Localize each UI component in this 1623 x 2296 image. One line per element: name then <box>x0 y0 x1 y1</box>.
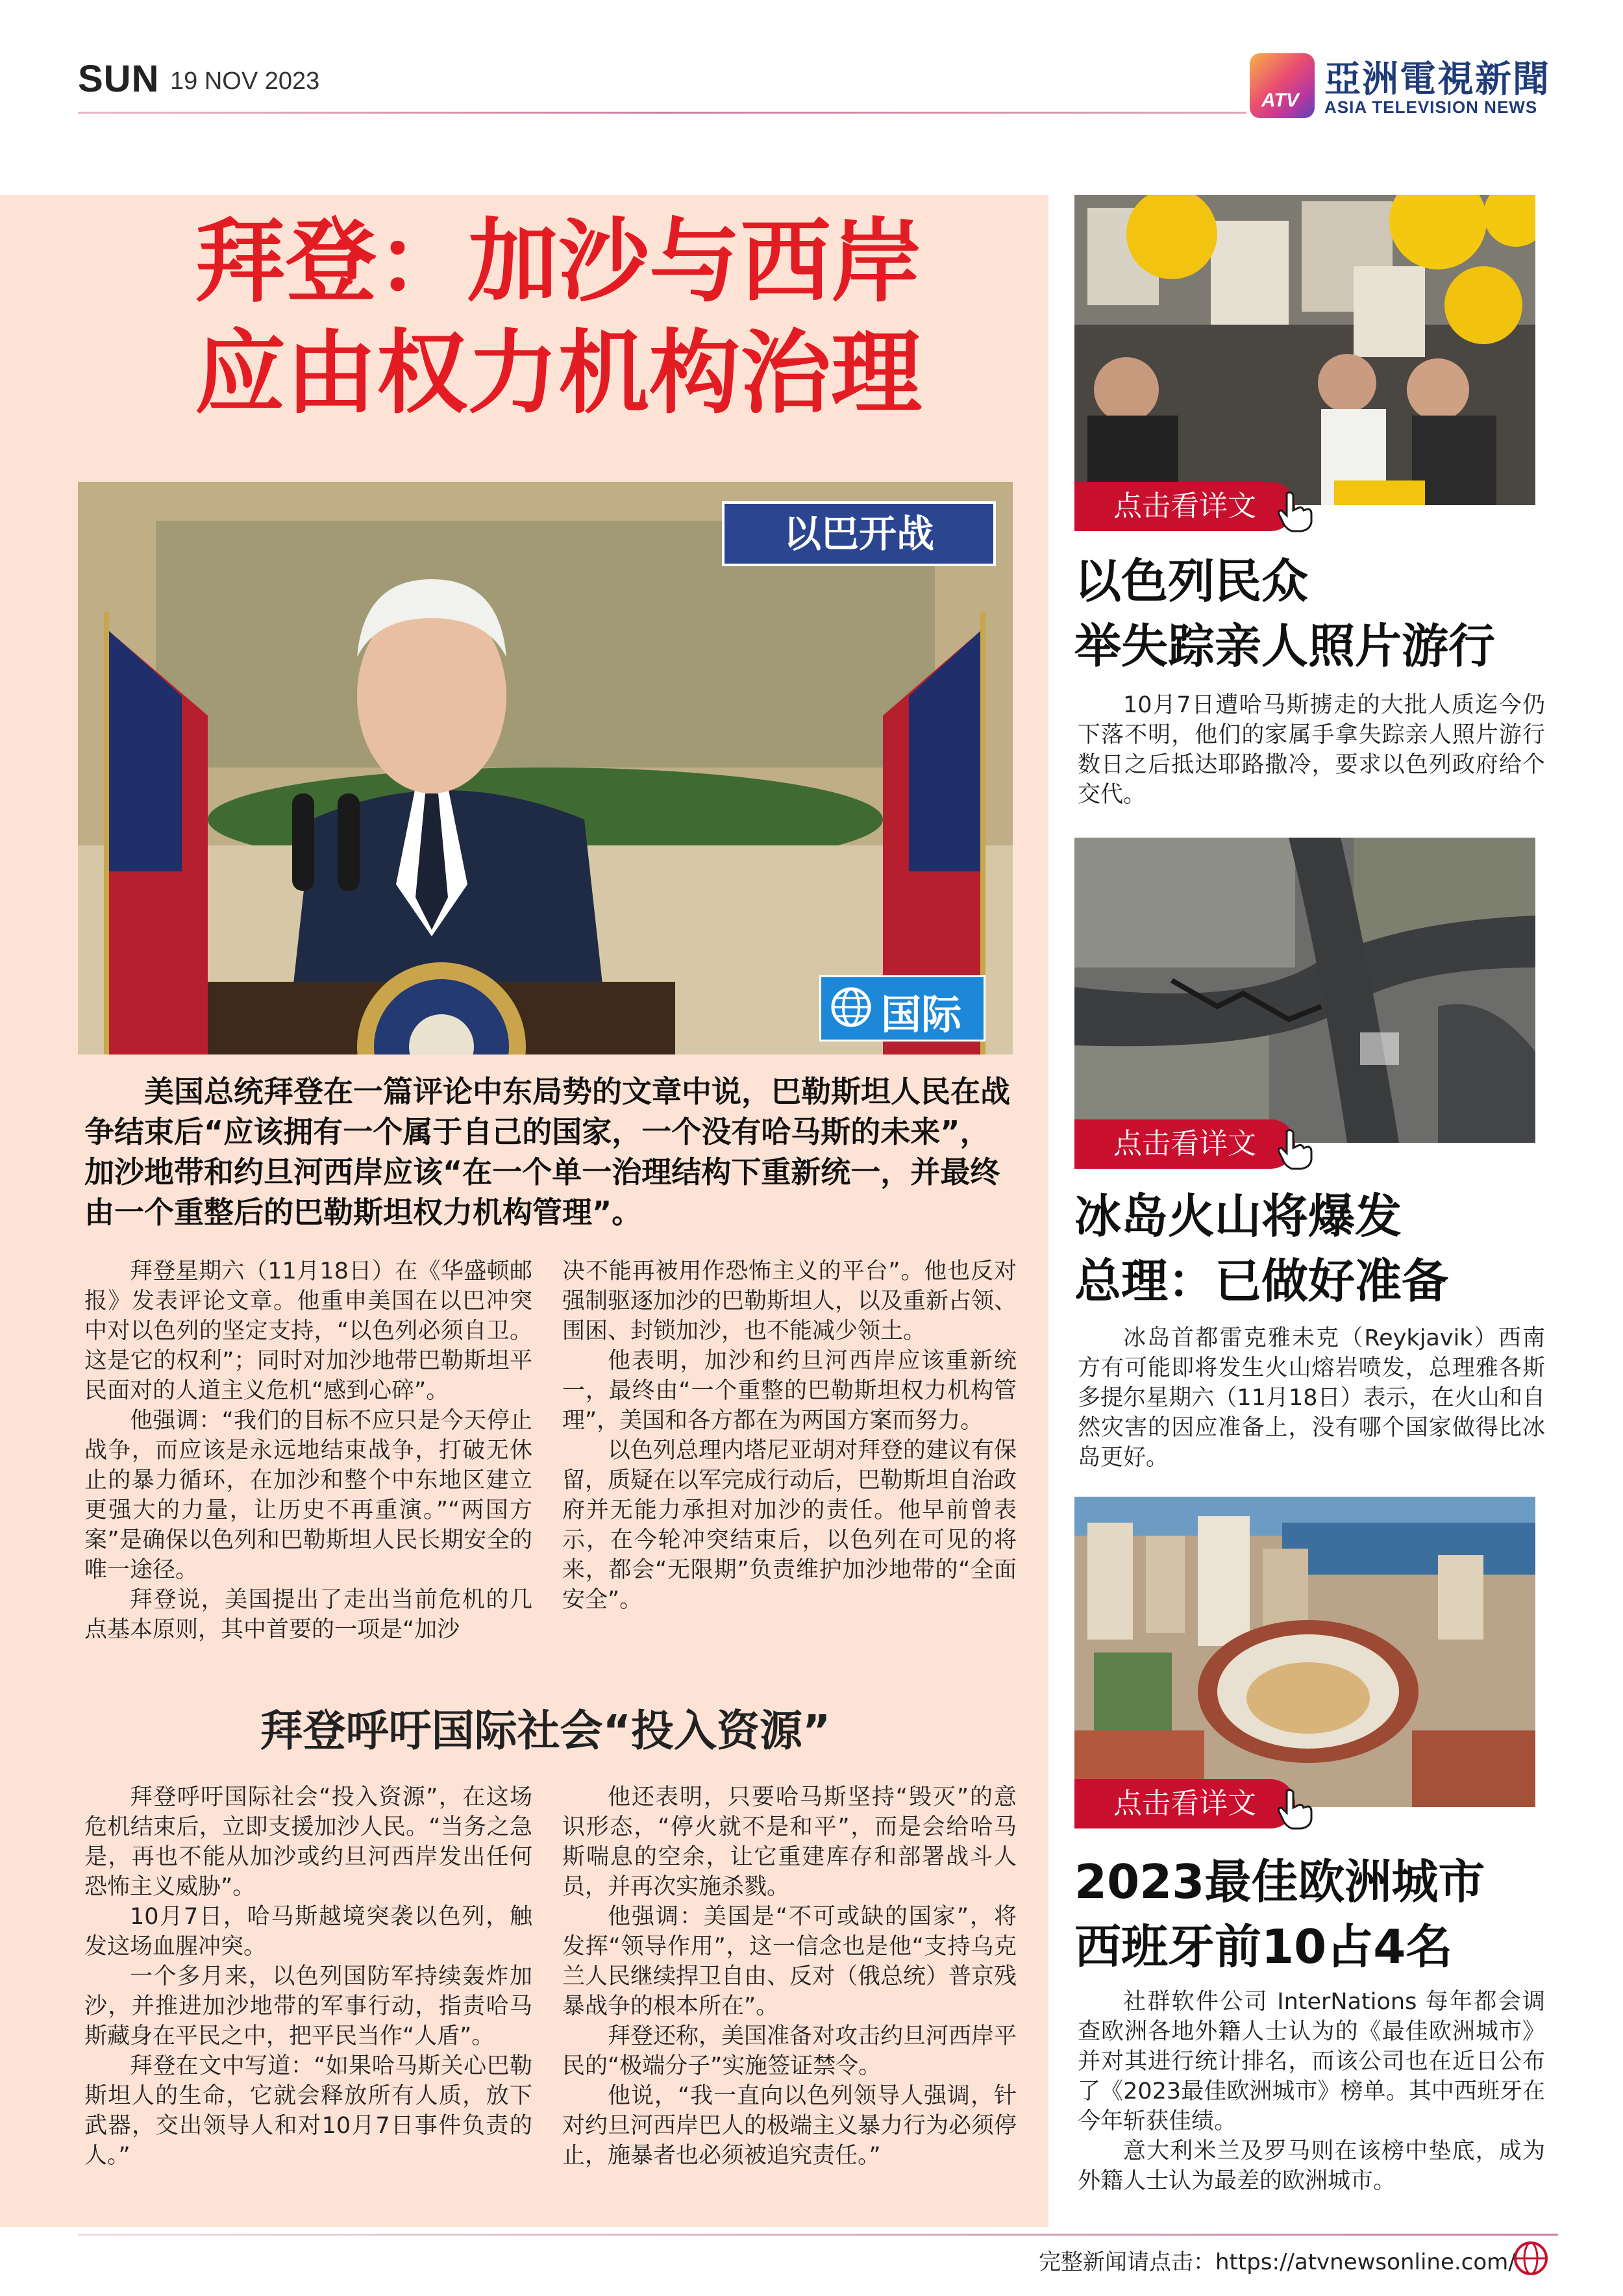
international-tag <box>819 975 985 1042</box>
title-line: 2023最佳欧洲城市 <box>1074 1854 1485 1909</box>
protest-photo[interactable] <box>1074 195 1535 505</box>
volcano-road-photo[interactable] <box>1074 838 1535 1143</box>
biden-illustration <box>78 482 1013 1054</box>
read-more-label: 点击看详文 <box>1113 1787 1256 1820</box>
paragraph: 拜登星期六（11月18日）在《华盛顿邮报》发表评论文章。他重申美国在以巴冲突中对以色列的坚定支持，“以色列必须自卫。这是它的权利”；同时对加沙地带巴勒斯坦平民面对的人道主义危机“感到心碎”。 <box>84 1258 532 1404</box>
lead-paragraph: 美国总统拜登在一篇评论中东局势的文章中说，巴勒斯坦人民在战争结束后“应该拥有一个属于自己的国家，一个没有哈马斯的未来”，加沙地带和约旦河西岸应该“在一个单一治理结构下重新统一，并最终由一个重整后的巴勒斯坦权力机构管理”。 <box>84 1074 1010 1230</box>
pointer-hand-icon <box>1272 488 1318 534</box>
footer-link[interactable]: 完整新闻请点击：https://atvnewsonline.com/ <box>1039 2249 1516 2275</box>
paragraph: 他说，“我一直向以色列领导人强调，针对约旦河西岸巴人的极端主义暴力行为必须停止，施暴者也必须被追究责任。” <box>562 2083 1017 2169</box>
story-title-3 <box>1074 1849 1555 1979</box>
story-title-2 <box>1074 1184 1555 1314</box>
paragraph: 拜登说，美国提出了走出当前危机的几点基本原则，其中首要的一项是“加沙 <box>84 1587 532 1643</box>
story-title-1 <box>1074 549 1555 679</box>
paragraph: 10月7日遭哈马斯掳走的大批人质迄今仍下落不明，他们的家属手拿失踪亲人照片游行数日之后抵达耶路撒冷，要求以色列政府给个交代。 <box>1078 692 1545 808</box>
brand-name-en: ASIA TELEVISION NEWS <box>1324 97 1538 117</box>
read-more-button-2[interactable] <box>1074 1119 1295 1169</box>
header-date: 19 NOV 2023 <box>170 68 320 95</box>
read-more-button-1[interactable] <box>1074 482 1295 531</box>
header-day: SUN <box>78 58 160 100</box>
headline-line-2: 应由权力机构治理 <box>194 321 922 427</box>
globe-icon <box>830 986 872 1028</box>
atv-logo-icon <box>1250 53 1315 118</box>
city-illustration <box>1074 1497 1535 1807</box>
section-subhead: 拜登呼吁国际社会“投入资源” <box>260 1706 831 1756</box>
headline-line-1: 拜登：加沙与西岸 <box>194 209 922 315</box>
protest-illustration <box>1074 195 1535 505</box>
story-body-1 <box>1078 690 1545 810</box>
main-headline <box>78 206 1039 430</box>
brand-name-cn: 亞洲電視新聞 <box>1324 58 1550 101</box>
pointer-hand-icon <box>1272 1126 1318 1171</box>
header-divider <box>78 112 1246 114</box>
article-column-4 <box>562 1782 1017 2171</box>
international-tag-label: 国际 <box>881 991 962 1038</box>
article-column-3 <box>84 1782 532 2171</box>
read-more-button-3[interactable] <box>1074 1779 1295 1828</box>
paragraph: 10月7日，哈马斯越境突袭以色列，触发这场血腥冲突。 <box>84 1904 532 1960</box>
read-more-label: 点击看详文 <box>1113 1127 1256 1160</box>
paragraph: 他还表明，只要哈马斯坚持“毁灭”的意识形态，“停火就不是和平”，而是会给哈马斯喘息的空余，让它重建库存和部署战斗人员，并再次实施杀戮。 <box>562 1784 1017 1900</box>
israel-palestine-tag: 以巴开战 <box>722 501 996 566</box>
story-body-2 <box>1078 1323 1545 1473</box>
paragraph: 冰岛首都雷克雅未克（Reykjavik）西南方有可能即将发生火山熔岩喷发，总理雅各斯多提尔星期六（11月18日）表示，在火山和自然灾害的因应准备上，没有哪个国家做得比冰岛更好。 <box>1078 1325 1545 1471</box>
paragraph: 拜登在文中写道：“如果哈马斯关心巴勒斯坦人的生命，它就会释放所有人质，放下武器，交出领导人和对10月7日事件负责的人。” <box>84 2053 532 2169</box>
title-line: 总理：已做好准备 <box>1074 1254 1449 1308</box>
paragraph: 拜登呼吁国际社会“投入资源”，在这场危机结束后，立即支援加沙人民。“当务之急是，再也不能从加沙或约旦河西岸发出任何恐怖主义威胁”。 <box>84 1784 532 1900</box>
title-line: 举失踪亲人照片游行 <box>1074 619 1496 673</box>
road-crack-illustration <box>1074 838 1535 1143</box>
read-more-label: 点击看详文 <box>1113 490 1256 523</box>
article-column-2 <box>562 1256 1017 1615</box>
malaga-city-photo[interactable] <box>1074 1497 1535 1807</box>
biden-photo <box>78 482 1013 1054</box>
paragraph: 以色列总理内塔尼亚胡对拜登的建议有保留，质疑在以军完成行动后，巴勒斯坦自治政府并无能力承担对加沙的责任。他早前曾表示，在今轮冲突结束后，以色列在可见的将来，都会“无限期”负责维护加沙地带的“全面安全”。 <box>562 1438 1017 1613</box>
pointer-hand-icon <box>1272 1786 1318 1831</box>
article-column-1 <box>84 1256 532 1645</box>
logo-badge-text: ATV <box>1261 90 1299 111</box>
web-globe-icon[interactable] <box>1513 2240 1549 2277</box>
footer-divider <box>78 2234 1558 2236</box>
paragraph: 意大利米兰及罗马则在该榜中垫底，成为外籍人士认为最差的欧洲城市。 <box>1078 2138 1545 2194</box>
paragraph: 他强调：“我们的目标不应只是今天停止战争，而应该是永远地结束战争，打破无休止的暴力循环，在加沙和整个中东地区建立更强大的力量，让历史不再重演。”“两国方案”是确保以色列和巴勒斯坦人民长期安全的唯一途径。 <box>84 1408 532 1583</box>
title-line: 以色列民众 <box>1074 554 1309 608</box>
paragraph: 他强调：美国是“不可或缺的国家”，将发挥“领导作用”，这一信念也是他“支持乌克兰人民继续捍卫自由、反对（俄总统）普京残暴战争的根本所在”。 <box>562 1904 1017 2019</box>
paragraph: 他表明，加沙和约旦河西岸应该重新统一，最终由“一个重整的巴勒斯坦权力机构管理”，美国和各方都在为两国方案而努力。 <box>562 1348 1017 1434</box>
title-line: 冰岛火山将爆发 <box>1074 1189 1402 1243</box>
title-line: 西班牙前10占4名 <box>1074 1919 1453 1974</box>
paragraph: 一个多月来，以色列国防军持续轰炸加沙，并推进加沙地带的军事行动，指责哈马斯藏身在平民之中，把平民当作“人盾”。 <box>84 1964 532 2049</box>
paragraph: 拜登还称，美国准备对攻击约旦河西岸平民的“极端分子”实施签证禁令。 <box>562 2023 1017 2079</box>
paragraph: 社群软件公司 InterNations 每年都会调查欧洲各地外籍人士认为的《最佳欧洲城市》并对其进行统计排名，而该公司也在近日公布了《2023最佳欧洲城市》榜单。其中西班牙在今年斩获佳绩。 <box>1078 1989 1545 2134</box>
story-body-3 <box>1078 1987 1545 2196</box>
paragraph: 决不能再被用作恐怖主义的平台”。他也反对强制驱逐加沙的巴勒斯坦人，以及重新占领、围困、封锁加沙，也不能减少领土。 <box>562 1258 1017 1344</box>
